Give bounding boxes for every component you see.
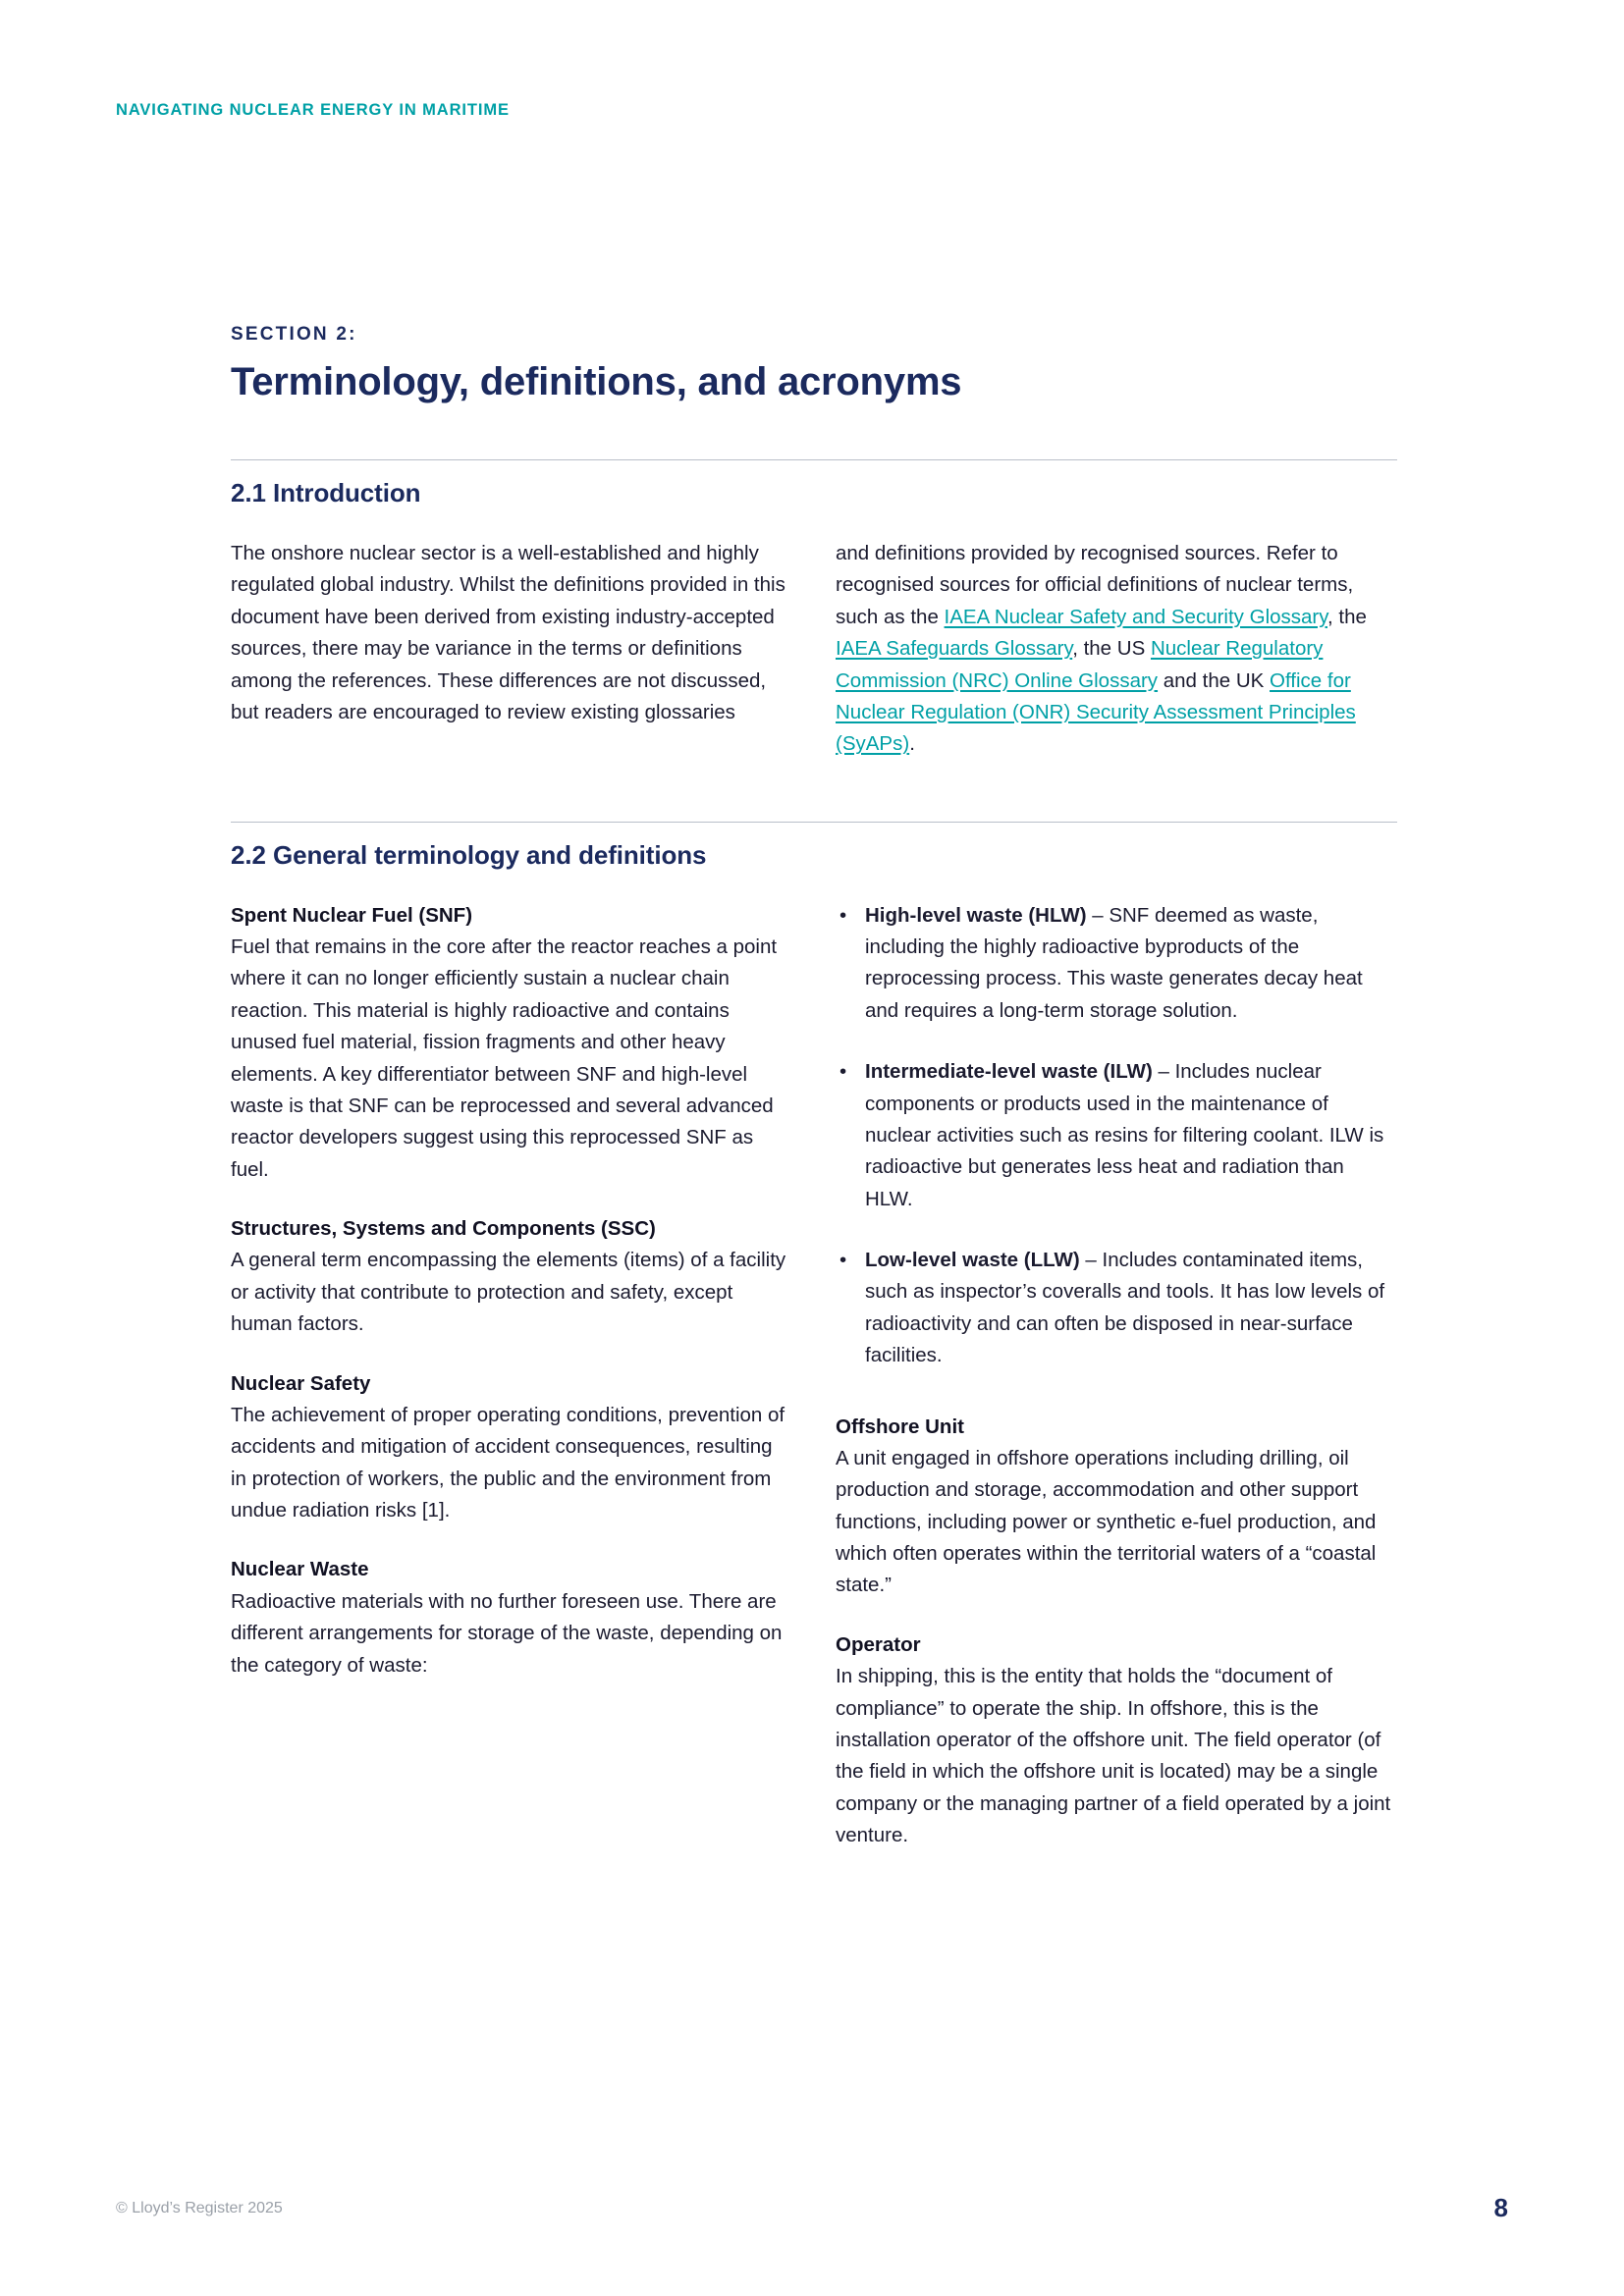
link-onr-syaps[interactable]: Office for Nuclear Regulation (ONR) Security Assessment Principles (SyAPs) (836, 668, 1356, 756)
waste-category-list (836, 900, 1397, 1372)
term-spent-nuclear-fuel (231, 900, 792, 1186)
term-label: Structures, Systems and Components (SSC) (231, 1217, 656, 1240)
bullet-term-label: High-level waste (HLW) (865, 903, 1087, 927)
bullet-definition: – Includes contaminated items, such as inspector’s coveralls and tools. It has low levels of radioactivity and can often be disposed in near-surface facilities. (865, 1249, 1385, 1367)
general-right-column (836, 900, 1397, 1852)
introduction-columns (231, 538, 1397, 761)
introduction-right-column (836, 538, 1397, 761)
spacer (836, 1372, 1397, 1412)
term-definition: Radioactive materials with no further foreseen use. There are different arrangements for storage of the waste, depending on the category of waste: (231, 1589, 783, 1677)
intro-text-1: and definitions provided by recognised sources. Refer to recognised sources for official definitions of nuclear terms, such as the (836, 542, 1354, 628)
list-item (836, 1056, 1397, 1215)
divider-introduction (231, 459, 1397, 460)
bullet-term-label: Low-level waste (LLW) (865, 1249, 1080, 1271)
term-label: Spent Nuclear Fuel (SNF) (231, 903, 473, 927)
introduction-left-column (231, 538, 792, 761)
heading-introduction: 2.1 Introduction (231, 478, 421, 507)
term-label: Offshore Unit (836, 1415, 964, 1438)
term-definition: In shipping, this is the entity that holds the “document of compliance” to operate the ship. In offshore, this is the installation operator of the offshore unit. The field operator (of the field in which the offshore unit is located) may be a single company or the managing partner of a field operated by a joint venture. (836, 1665, 1391, 1846)
introduction-right-paragraph (836, 538, 1397, 761)
term-nuclear-waste (231, 1554, 792, 1682)
intro-text-2: , the (1326, 605, 1367, 628)
introduction-left-paragraph: The onshore nuclear sector is a well-established and highly regulated global industry. Whilst the definitions provided in this document have been derived from existing industry-accepted sources, there may be variance in the terms or definitions among the references. These differences are not discussed, but readers are encouraged to review existing glossaries (231, 542, 785, 723)
divider-general-terminology (231, 822, 1397, 823)
list-item (836, 900, 1397, 1028)
term-nuclear-safety (231, 1368, 792, 1527)
running-header: NAVIGATING NUCLEAR ENERGY IN MARITIME (116, 101, 510, 119)
link-iaea-safeguards-glossary[interactable]: IAEA Safeguards Glossary (836, 637, 1073, 661)
bullet-definition: – Includes nuclear components or products used in the maintenance of nuclear activities such as resins for filtering coolant. ILW is radioactive but generates less heat and radiation than HLW. (865, 1060, 1384, 1210)
term-label: Operator (836, 1632, 921, 1656)
general-left-column (231, 900, 792, 1852)
term-offshore-unit (836, 1412, 1397, 1602)
term-definition: The achievement of proper operating conditions, prevention of accidents and mitigation of accident consequences, resulting in protection of workers, the public and the environment from undue radiation risks [1]. (231, 1403, 785, 1522)
footer-copyright: © Lloyd’s Register 2025 (116, 2200, 283, 2216)
general-columns (231, 900, 1397, 1852)
term-structures-systems-components (231, 1213, 792, 1341)
page-number: 8 (1493, 2193, 1508, 2222)
term-label: Nuclear Waste (231, 1558, 369, 1581)
term-operator (836, 1629, 1397, 1852)
link-nrc-online-glossary[interactable]: Nuclear Regulatory Commission (NRC) Online Glossary (836, 637, 1324, 692)
bullet-term-label: Intermediate-level waste (ILW) (865, 1060, 1153, 1084)
intro-text-5: . (909, 732, 915, 756)
term-definition: A unit engaged in offshore operations including drilling, oil production and storage, accommodation and other support functions, including power or synthetic e-fuel production, and which often operates within the territorial waters of a “coastal state.” (836, 1446, 1377, 1597)
link-iaea-nuclear-safety-security-glossary[interactable]: IAEA Nuclear Safety and Security Glossary (944, 605, 1327, 628)
page-title: Terminology, definitions, and acronyms (231, 360, 962, 403)
page-content (231, 324, 1397, 1851)
intro-text-3: , the US (1072, 637, 1151, 661)
term-label: Nuclear Safety (231, 1371, 371, 1395)
term-definition: Fuel that remains in the core after the reactor reaches a point where it can no longer efficiently sustain a nuclear chain reaction. This material is highly radioactive and contains unused fuel material, fission fragments and other heavy elements. A key differentiator between SNF and high-level waste is that SNF can be reprocessed and several advanced reactor developers suggest using this reprocessed SNF as fuel. (231, 935, 778, 1181)
intro-text-4: and the UK (1158, 668, 1271, 692)
list-item (836, 1245, 1397, 1372)
bullet-definition: – SNF deemed as waste, including the highly radioactive byproducts of the reprocessing process. This waste generates decay heat and requires a long-term storage solution. (865, 903, 1363, 1022)
section-eyebrow: SECTION 2: (231, 324, 357, 345)
term-definition: A general term encompassing the elements (items) of a facility or activity that contribute to protection and safety, except human factors. (231, 1249, 786, 1336)
heading-general-terminology: 2.2 General terminology and definitions (231, 839, 707, 870)
